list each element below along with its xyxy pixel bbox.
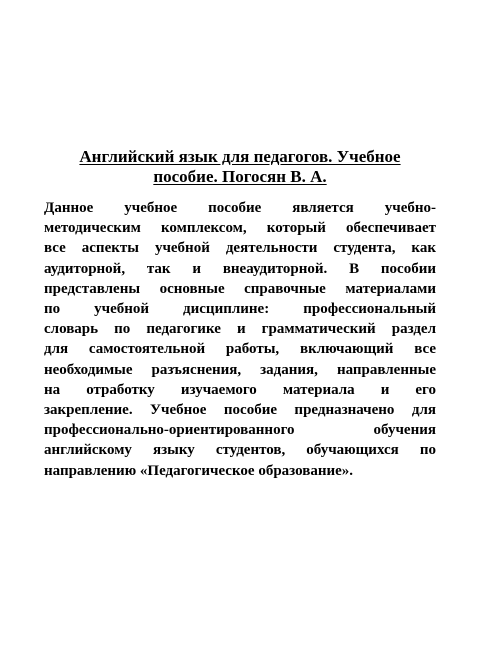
body-line: аудиторной, так и внеаудиторной. В пособии — [44, 260, 436, 277]
body-line: направлению «Педагогическое образование». — [44, 462, 354, 479]
body-line: методическим комплексом, который обеспечивает — [44, 220, 436, 237]
body-line: необходимые разъяснения, задания, направленные — [44, 361, 436, 378]
body-line: для самостоятельной работы, включающий все — [44, 341, 436, 358]
title-line: пособие. Погосян В. А. — [153, 167, 327, 186]
document-title — [40, 147, 440, 187]
body-line: английскому языку студентов, обучающихся по — [44, 442, 436, 459]
body-line: на отработку изучаемого материала и его — [44, 381, 436, 398]
body-line: все аспекты учебной деятельности студента, как — [44, 240, 436, 257]
body-line: словарь по педагогике и грамматический раздел — [44, 321, 436, 338]
body-line: Данное учебное пособие является учебно- — [44, 200, 436, 216]
document-body — [44, 198, 436, 481]
body-line: представлены основные справочные материалами — [44, 280, 436, 297]
body-line: закрепление. Учебное пособие предназначено для — [44, 402, 436, 419]
body-line: по учебной дисциплине: профессиональный — [44, 301, 436, 318]
body-line: профессионально-ориентированного обучения — [44, 422, 436, 439]
title-line: Английский язык для педагогов. Учебное — [79, 147, 401, 166]
